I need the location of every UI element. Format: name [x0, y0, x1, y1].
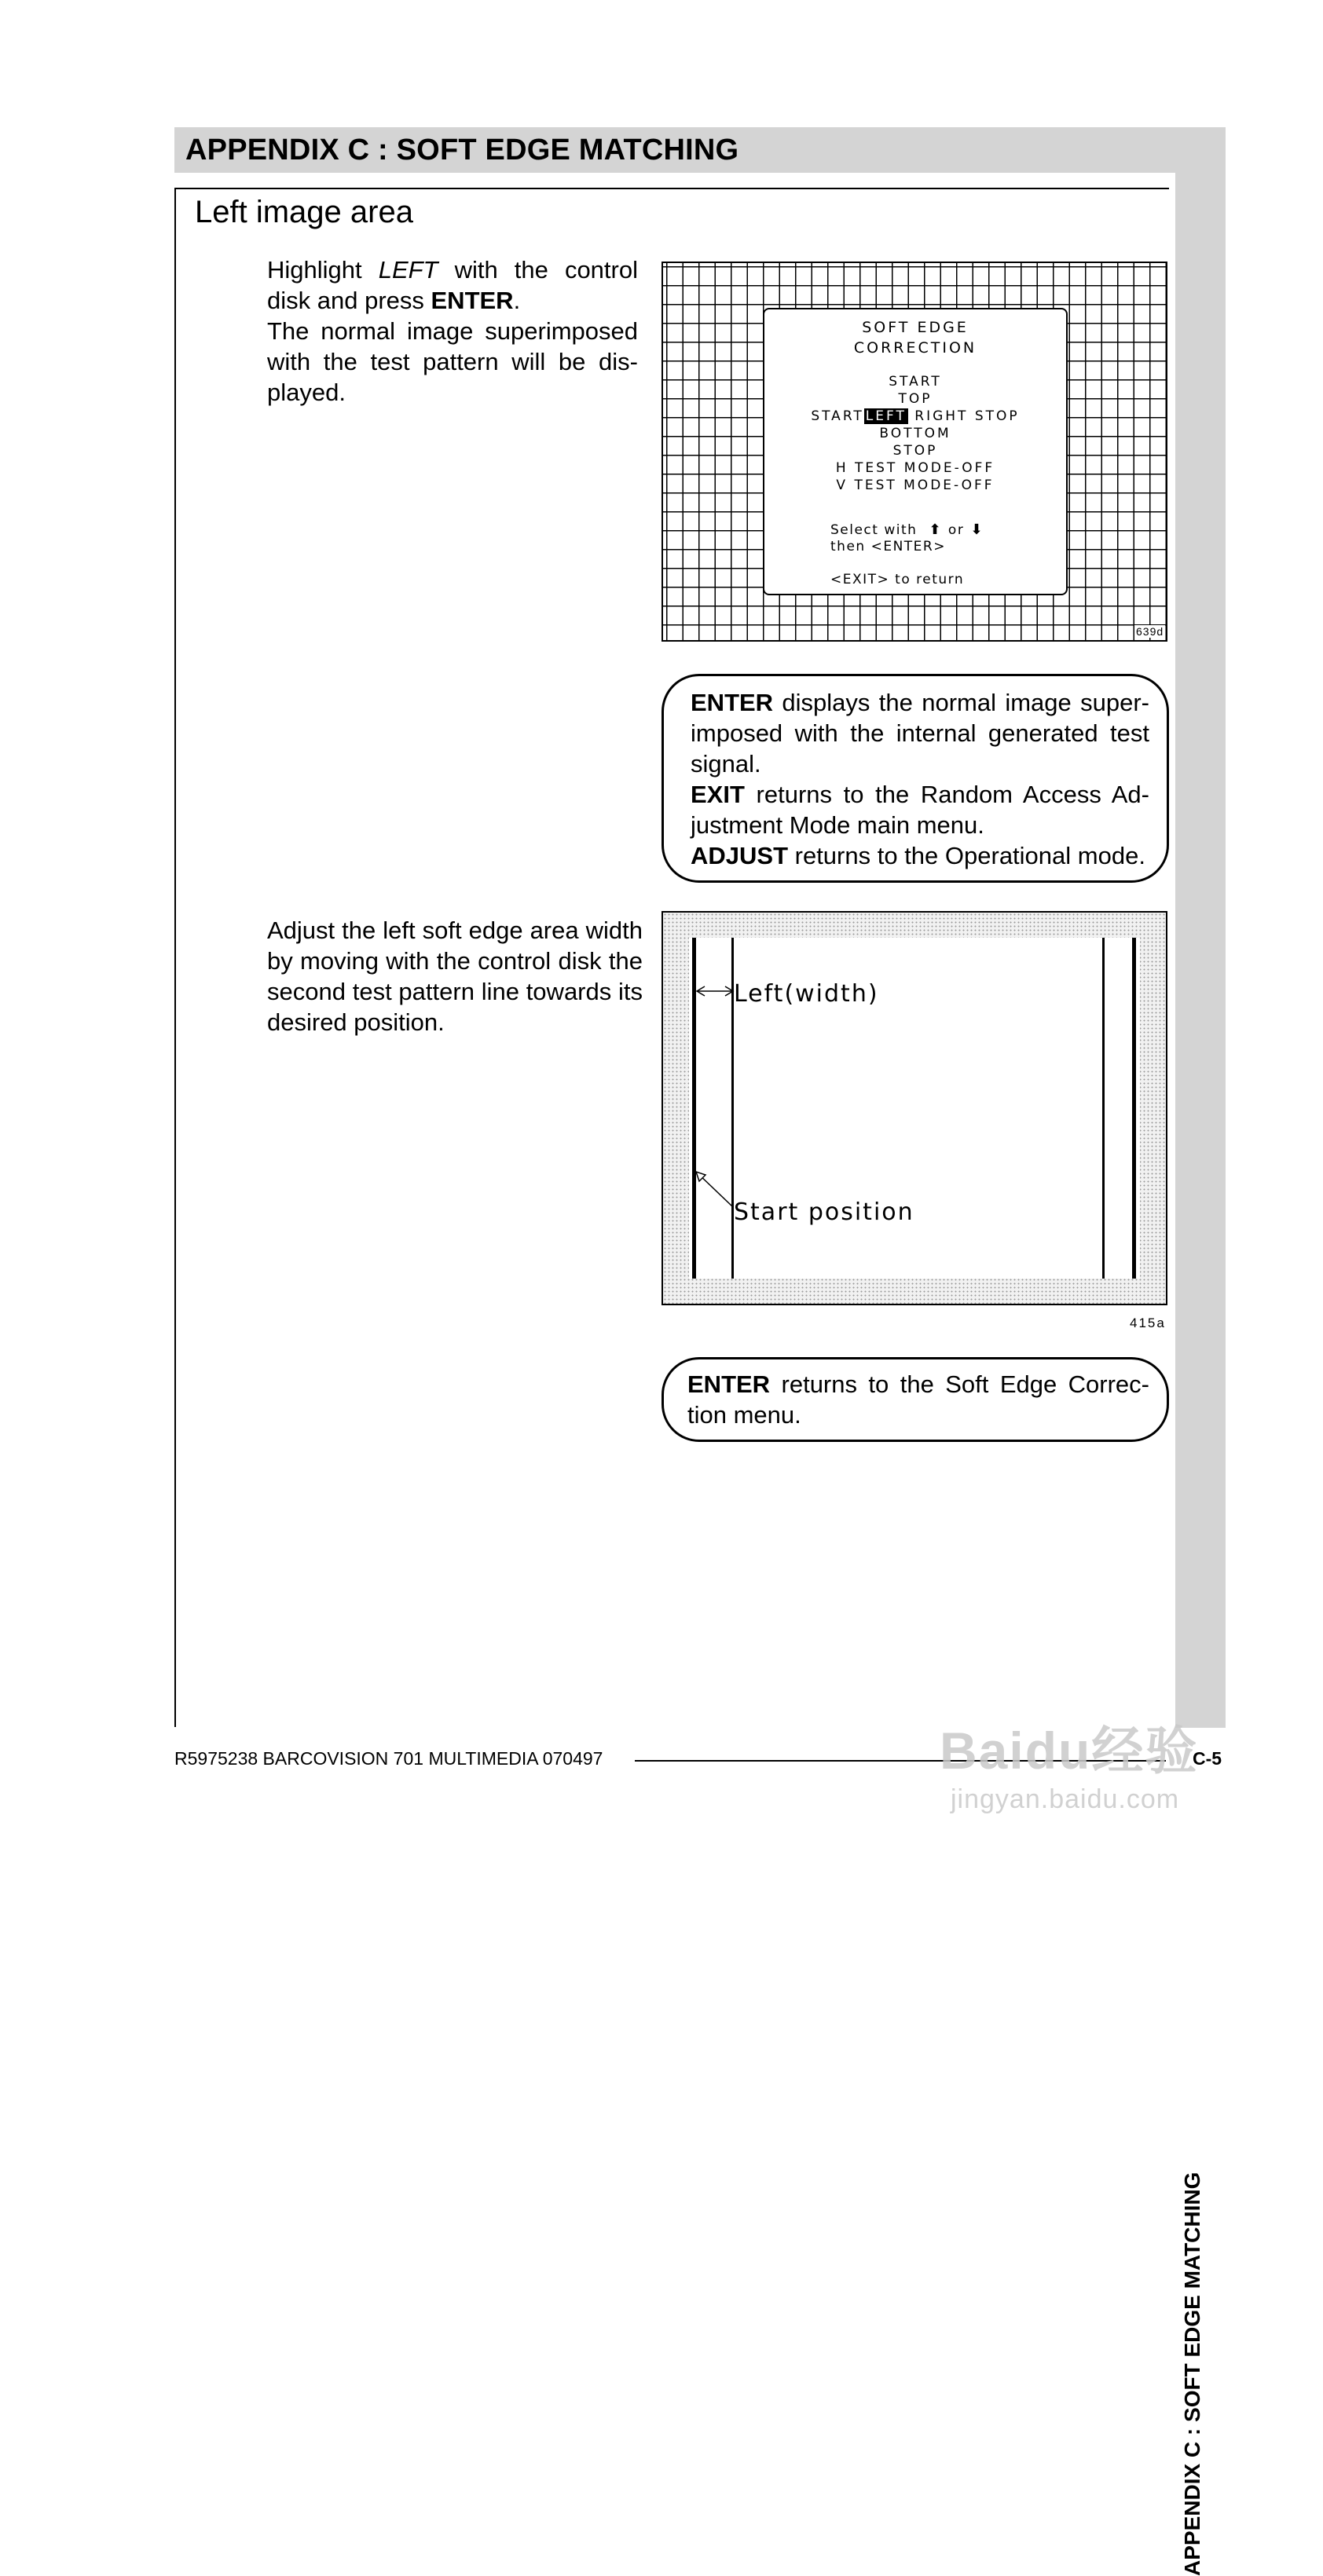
para1-left-italic: LEFT [378, 256, 438, 284]
instruction-paragraph-1 [267, 254, 638, 408]
menu-or: or [947, 522, 965, 538]
watermark-logo-text: Baidu经验 [940, 1722, 1199, 1780]
note1-enter-text: displays the normal image super-imposed with the internal generated test signal. [691, 689, 1149, 778]
figure-code-639d: 639d [1136, 625, 1164, 638]
footer-doc-ref: R5975238 BARCOVISION 701 MULTIMEDIA 070497 [174, 1748, 603, 1769]
menu-item-h-test[interactable]: H TEST MODE-OFF [835, 460, 995, 476]
para1-text-3: The normal image superimposed with the test pattern will be dis-played. [267, 317, 638, 406]
note1-enter-key: ENTER [691, 689, 774, 716]
menu-exit-return: <EXIT> to return [830, 572, 965, 587]
pattern-label-start-position: Start position [734, 1198, 914, 1226]
menu-item-start-left[interactable]: START [811, 408, 864, 424]
up-arrow-icon: ⬆ [929, 521, 942, 538]
para1-text-2: with the control disk and press [267, 256, 638, 314]
note1-adjust-text: returns to the Operational mode. [788, 842, 1145, 869]
menu-item-stop[interactable]: STOP [892, 443, 938, 459]
soft-edge-menu [763, 308, 1068, 595]
menu-title-2: CORRECTION [853, 339, 977, 357]
menu-item-right-stop[interactable]: RIGHT STOP [914, 408, 1020, 424]
width-arrow-icon [697, 986, 733, 996]
instruction-paragraph-2: Adjust the left soft edge area width by moving with the control disk the second test pattern line towards its desired position. [267, 917, 643, 1036]
para1-text-1: Highlight [267, 256, 379, 284]
para1-period: . [513, 287, 521, 314]
side-tab-text: APPENDIX C : SOFT EDGE MATCHING [1180, 2172, 1204, 2576]
menu-item-start[interactable]: START [889, 374, 942, 390]
watermark-url: jingyan.baidu.com [951, 1784, 1180, 1814]
baidu-watermark [940, 1681, 1254, 1838]
frame-left-rule [174, 188, 176, 1727]
menu-item-left-selected[interactable]: LEFT [865, 408, 907, 424]
menu-item-top[interactable]: TOP [898, 391, 933, 407]
note-box-enter-return [662, 1357, 1169, 1442]
menu-item-bottom[interactable]: BOTTOM [879, 426, 951, 441]
menu-item-v-test[interactable]: V TEST MODE-OFF [836, 478, 995, 493]
section-heading: Left image area [195, 195, 413, 229]
note1-adjust-key: ADJUST [691, 842, 789, 869]
note1-exit-text: returns to the Random Access Ad-justment Mode main menu. [691, 781, 1149, 839]
start-pointer-icon [696, 1172, 732, 1206]
note2-enter-key: ENTER [687, 1370, 771, 1398]
menu-then-enter: then <ENTER> [830, 539, 946, 554]
frame-top-rule [174, 188, 1169, 189]
note2-enter-text: returns to the Soft Edge Correc-tion menu. [687, 1370, 1149, 1429]
menu-select-hint [830, 521, 990, 538]
para1-enter-bold: ENTER [431, 287, 514, 314]
pattern-label-left-width: Left(width) [734, 980, 879, 1008]
figure-code-415a: 415a [1130, 1315, 1166, 1330]
note-box-keys [662, 674, 1169, 883]
menu-row-left-right [764, 408, 1066, 424]
menu-select-with: Select with [830, 522, 918, 538]
side-tab-label [1180, 1476, 1215, 2576]
footer-page-number: C-5 [1193, 1748, 1222, 1769]
page-title: APPENDIX C : SOFT EDGE MATCHING [185, 134, 739, 166]
note1-exit-key: EXIT [691, 781, 745, 808]
down-arrow-icon: ⬇ [970, 521, 984, 538]
menu-title-1: SOFT EDGE [862, 319, 969, 336]
